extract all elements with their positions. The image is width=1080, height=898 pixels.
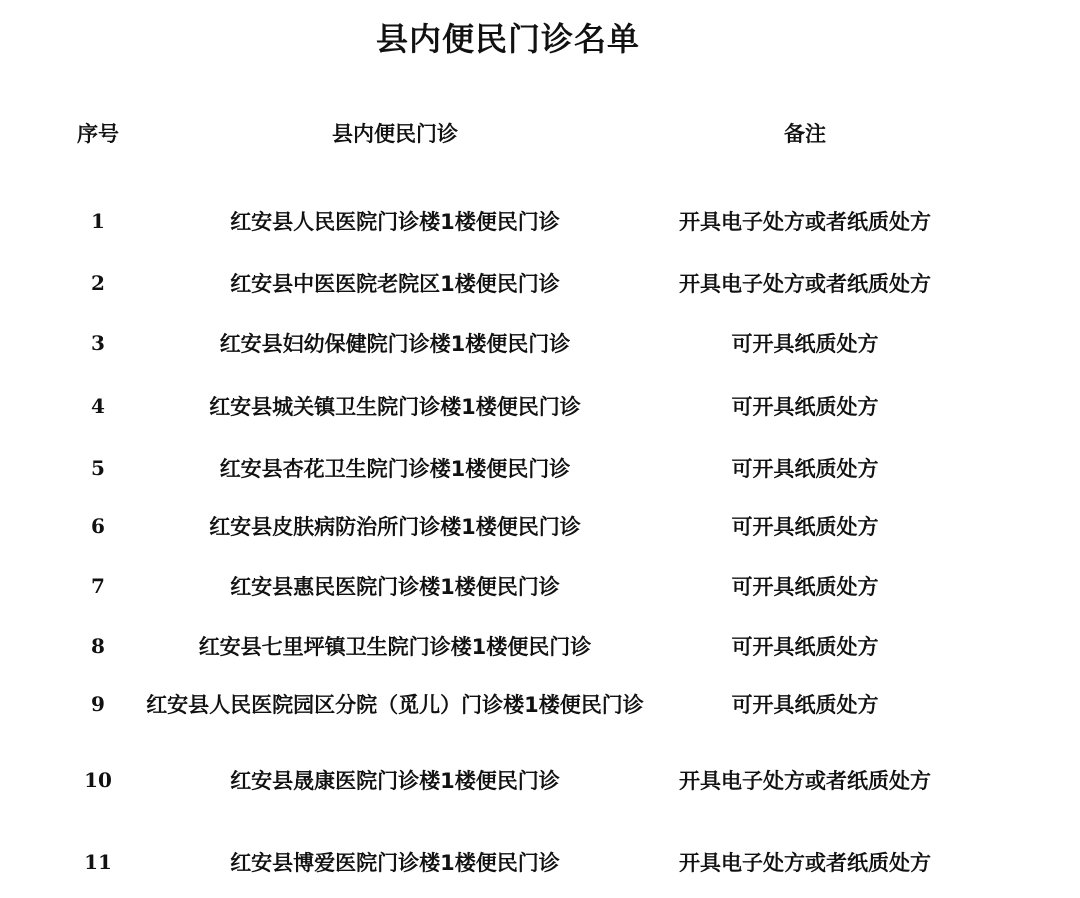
row-1-clinic: 红安县人民医院门诊楼1楼便民门诊 xyxy=(230,210,560,234)
row-11-number: 11 xyxy=(84,850,112,874)
row-5-clinic: 红安县杏花卫生院门诊楼1楼便民门诊 xyxy=(219,457,571,481)
row-4-clinic: 红安县城关镇卫生院门诊楼1楼便民门诊 xyxy=(209,395,581,419)
row-7-clinic: 红安县惠民医院门诊楼1楼便民门诊 xyxy=(230,575,560,599)
row-6-clinic: 红安县皮肤病防治所门诊楼1楼便民门诊 xyxy=(209,515,581,539)
row-3-note: 可开具纸质处方 xyxy=(731,332,879,356)
header-clinic: 县内便民门诊 xyxy=(332,122,458,146)
row-7-number: 7 xyxy=(91,574,105,598)
row-11-clinic: 红安县博爱医院门诊楼1楼便民门诊 xyxy=(230,851,560,875)
row-1-note: 开具电子处方或者纸质处方 xyxy=(679,210,931,234)
row-5-number: 5 xyxy=(91,456,105,480)
row-4-note: 可开具纸质处方 xyxy=(731,395,879,419)
row-8-number: 8 xyxy=(91,634,105,658)
row-10-clinic: 红安县晟康医院门诊楼1楼便民门诊 xyxy=(230,769,560,793)
row-6-note: 可开具纸质处方 xyxy=(731,515,879,539)
row-2-note: 开具电子处方或者纸质处方 xyxy=(679,272,931,296)
header-note: 备注 xyxy=(784,122,826,146)
row-7-note: 可开具纸质处方 xyxy=(731,575,879,599)
row-9-note: 可开具纸质处方 xyxy=(731,693,879,717)
row-8-note: 可开具纸质处方 xyxy=(731,635,879,659)
row-9-clinic: 红安县人民医院园区分院（觅儿）门诊楼1楼便民门诊 xyxy=(146,693,644,717)
row-6-number: 6 xyxy=(91,514,105,538)
row-10-note: 开具电子处方或者纸质处方 xyxy=(679,769,931,793)
row-1-number: 1 xyxy=(91,209,105,233)
header-number: 序号 xyxy=(77,122,119,146)
row-8-clinic: 红安县七里坪镇卫生院门诊楼1楼便民门诊 xyxy=(198,635,592,659)
row-10-number: 10 xyxy=(84,768,112,792)
row-4-number: 4 xyxy=(91,394,105,418)
row-2-clinic: 红安县中医医院老院区1楼便民门诊 xyxy=(230,272,560,296)
row-2-number: 2 xyxy=(91,271,105,295)
row-3-clinic: 红安县妇幼保健院门诊楼1楼便民门诊 xyxy=(219,332,571,356)
page-title: 县内便民门诊名单 xyxy=(375,20,640,58)
row-11-note: 开具电子处方或者纸质处方 xyxy=(679,851,931,875)
row-3-number: 3 xyxy=(91,331,105,355)
row-5-note: 可开具纸质处方 xyxy=(731,457,879,481)
row-9-number: 9 xyxy=(91,692,105,716)
